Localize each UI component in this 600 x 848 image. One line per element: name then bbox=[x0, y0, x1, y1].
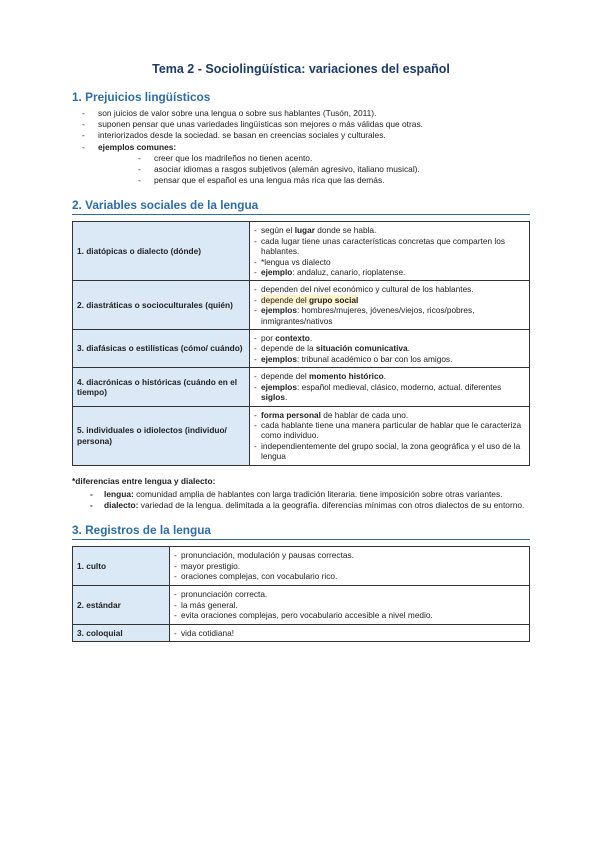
list-item bbox=[88, 489, 530, 500]
line-text: dependen del nivel económico y cultural de los hablantes. bbox=[261, 284, 474, 295]
registros-table bbox=[72, 546, 530, 642]
description-line bbox=[254, 257, 525, 267]
row-description bbox=[250, 330, 530, 368]
section-variables bbox=[72, 198, 530, 465]
examples-label: ejemplos comunes: bbox=[98, 141, 177, 152]
note-heading: *diferencias entre lengua y dialecto: bbox=[72, 475, 216, 486]
description-line: - vida cotidiana! bbox=[174, 628, 525, 639]
description-line bbox=[254, 382, 525, 403]
line-text: de hablar de cada uno. bbox=[320, 409, 409, 420]
row-label: 3. coloquial bbox=[73, 624, 170, 642]
list-item: - creer que los madrileños no tienen acento. bbox=[136, 153, 530, 164]
highlight bbox=[261, 295, 358, 305]
line-text: donde se habla. bbox=[314, 225, 377, 236]
line-text: depende del bbox=[261, 371, 309, 382]
row-label: 4. diacrónicas o históricas (cuándo en el tiempo) bbox=[73, 368, 250, 406]
section-registros bbox=[72, 523, 530, 642]
row-description bbox=[250, 368, 530, 406]
description-line bbox=[254, 441, 525, 462]
row-description bbox=[250, 222, 530, 281]
row-label: 5. individuales o idiolectos (individuo/ persona) bbox=[73, 406, 250, 465]
line-text: . bbox=[309, 333, 313, 344]
line-emphasis: momento histórico bbox=[308, 371, 384, 382]
table-row bbox=[73, 281, 530, 330]
description-line bbox=[254, 295, 525, 305]
list-item bbox=[80, 142, 530, 187]
description-line: - pronunciación correcta. bbox=[174, 589, 525, 600]
row-description bbox=[250, 406, 530, 465]
description-line bbox=[254, 343, 525, 353]
line-text: . bbox=[284, 392, 288, 403]
table-row bbox=[73, 585, 530, 624]
description-line: - pronunciación, modulación y pausas correctas. bbox=[174, 550, 525, 561]
line-emphasis: ejemplo bbox=[261, 267, 293, 278]
row-label: 2. diastráticas o socioculturales (quién) bbox=[73, 281, 250, 330]
examples-list bbox=[98, 153, 530, 187]
table-row bbox=[73, 547, 530, 586]
section-heading: 1. Prejuicios lingüísticos bbox=[72, 90, 211, 104]
line-text: : andaluz, canario, rioplatense. bbox=[292, 267, 406, 278]
description-line: - evita oraciones complejas, pero vocabulario accesible a nivel medio. bbox=[174, 610, 525, 621]
term-definition: variedad de la lengua. delimitada a la geografía. diferencias mínimas con otros dialectos de su entorno. bbox=[138, 499, 525, 510]
list-item bbox=[88, 500, 530, 511]
line-text: cada hablante tiene una manera particular de hablar que le caracteriza como individuo. bbox=[261, 419, 522, 441]
line-text: : tribunal académico o bar con los amigos. bbox=[296, 353, 453, 364]
description-line bbox=[254, 371, 525, 381]
row-label: 2. estándar bbox=[73, 585, 170, 624]
row-label: 3. diafásicas o estilísticas (cómo/ cuándo) bbox=[73, 330, 250, 368]
line-emphasis: situación comunicativa bbox=[315, 343, 408, 354]
row-label: 1. culto bbox=[73, 547, 170, 586]
table-row bbox=[73, 222, 530, 281]
table-row bbox=[73, 368, 530, 406]
line-text: por bbox=[261, 333, 276, 344]
term-definition: comunidad amplia de hablantes con larga tradición literaria. tiene imposición sobre otras variantes. bbox=[133, 488, 503, 499]
description-line bbox=[254, 354, 525, 364]
list-item: - son juicios de valor sobre una lengua o sobre sus hablantes (Tusón, 2011). bbox=[80, 108, 530, 119]
description-line bbox=[254, 236, 525, 257]
row-description bbox=[170, 624, 530, 642]
list-item: - pensar que el español es una lengua más rica que las demás. bbox=[136, 175, 530, 186]
description-line bbox=[254, 284, 525, 294]
page-title: Tema 2 - Sociolingüística: variaciones del español bbox=[152, 62, 450, 76]
line-emphasis: siglos bbox=[261, 392, 285, 403]
variables-table bbox=[72, 221, 530, 465]
description-line: - mayor prestigio. bbox=[174, 561, 525, 572]
section-heading: 3. Registros de la lengua bbox=[72, 523, 530, 540]
description-line bbox=[254, 420, 525, 441]
line-text: independientemente del grupo social, la zona geográfica y el uso de la lengua bbox=[261, 440, 521, 462]
section-prejuicios bbox=[72, 90, 530, 186]
description-line bbox=[254, 410, 525, 420]
list-item: - interiorizados desde la sociedad. se basan en creencias sociales y culturales. bbox=[80, 130, 530, 141]
description-line bbox=[254, 225, 525, 235]
note-list bbox=[72, 489, 530, 511]
table-row bbox=[73, 406, 530, 465]
term-label: lengua: bbox=[104, 488, 134, 499]
line-emphasis: contexto bbox=[275, 333, 310, 344]
description-line bbox=[254, 267, 525, 277]
line-text: depende del bbox=[261, 294, 309, 305]
description-line bbox=[254, 305, 525, 326]
row-description bbox=[170, 547, 530, 586]
line-emphasis: ejemplos bbox=[261, 381, 297, 392]
line-text: *lengua vs dialecto bbox=[261, 256, 331, 267]
line-text: : hombres/mujeres, jóvenes/viejos, ricos/pobres, inmigrantes/nativos bbox=[261, 305, 475, 326]
row-description bbox=[250, 281, 530, 330]
line-emphasis: ejemplos bbox=[261, 305, 297, 316]
line-emphasis: ejemplos bbox=[261, 353, 297, 364]
term-label: dialecto: bbox=[104, 499, 139, 510]
prejuicios-list bbox=[72, 108, 530, 186]
line-text: cada lugar tiene unas características concretas que comparten los hablantes. bbox=[261, 235, 505, 257]
line-text: . bbox=[407, 343, 410, 354]
description-line bbox=[254, 333, 525, 343]
table-row bbox=[73, 330, 530, 368]
row-label: 1. diatópicas o dialecto (dónde) bbox=[73, 222, 250, 281]
section-heading: 2. Variables sociales de la lengua bbox=[72, 198, 530, 215]
table-row bbox=[73, 624, 530, 642]
row-description bbox=[170, 585, 530, 624]
note-lengua-dialecto bbox=[72, 476, 530, 512]
line-emphasis: grupo social bbox=[308, 294, 359, 305]
document-page bbox=[72, 62, 530, 642]
line-text: según el bbox=[261, 225, 295, 236]
list-item: - asociar idiomas a rasgos subjetivos (alemán agresivo, italiano musical). bbox=[136, 164, 530, 175]
description-line: - oraciones complejas, con vocabulario rico. bbox=[174, 571, 525, 582]
line-text: depende de la bbox=[261, 343, 316, 354]
line-text: : español medieval, clásico, moderno, actual. diferentes bbox=[296, 381, 502, 392]
line-emphasis: lugar bbox=[294, 225, 315, 236]
description-line: - la más general. bbox=[174, 600, 525, 611]
list-item: - suponen pensar que unas variedades lingüísticas son mejores o más válidas que otras. bbox=[80, 119, 530, 130]
line-emphasis: forma personal bbox=[261, 409, 321, 420]
line-text: . bbox=[383, 371, 386, 382]
